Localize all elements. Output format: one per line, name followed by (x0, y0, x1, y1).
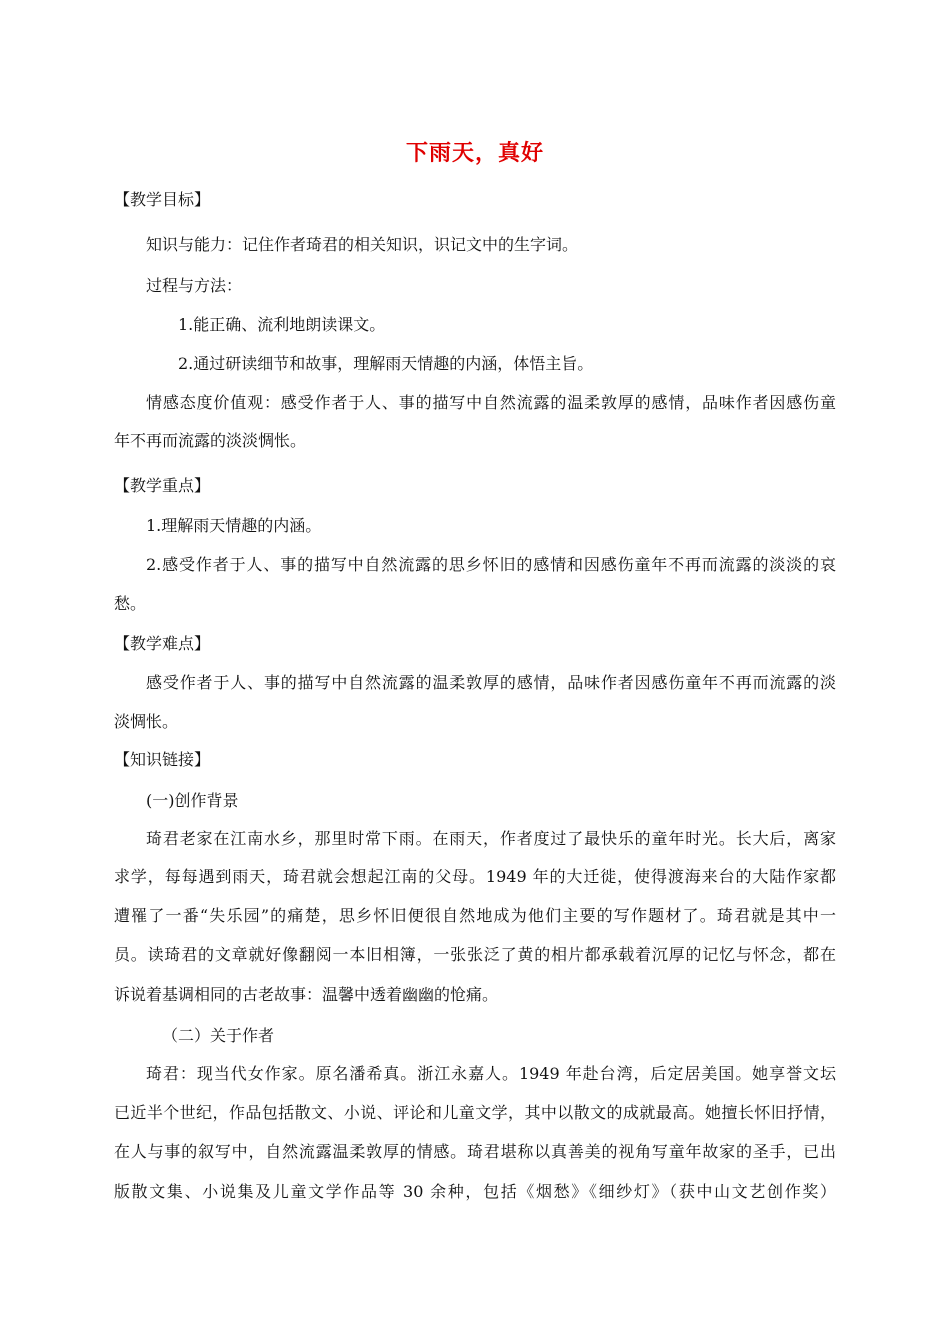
key-point-item-cont: 愁。 (114, 594, 147, 613)
difficulty-line: 感受作者于人、事的描写中自然流露的温柔敦厚的感情，品味作者因感伤童年不再而流露的淡 (146, 673, 836, 692)
key-point-item: 1.理解雨天情趣的内涵。 (146, 516, 322, 535)
objectives-heading: 【教学目标】 (114, 190, 211, 209)
key-point-item: 2.感受作者于人、事的描写中自然流露的思乡怀旧的感情和因感伤童年不再而流露的淡淡的哀 (146, 555, 836, 574)
background-line: 求学，每每遇到雨天，琦君就会想起江南的父母。1949 年的大迁徙，使得渡海来台的大陆作家都 (114, 867, 836, 886)
background-title: (一)创作背景 (146, 791, 239, 810)
background-line: 诉说着基调相同的古老故事：温馨中透着幽幽的怆痛。 (114, 985, 499, 1004)
objective-emotion-line: 年不再而流露的淡淡惆怅。 (114, 431, 307, 450)
links-heading: 【知识链接】 (114, 750, 211, 769)
difficulties-heading: 【教学难点】 (114, 634, 211, 653)
background-line: 琦君老家在江南水乡，那里时常下雨。在雨天，作者度过了最快乐的童年时光。长大后，离家 (146, 829, 836, 848)
key-points-heading: 【教学重点】 (114, 476, 211, 495)
objective-knowledge: 知识与能力：记住作者琦君的相关知识，识记文中的生字词。 (146, 235, 579, 254)
author-line: 已近半个世纪，作品包括散文、小说、评论和儿童文学，其中以散文的成就最高。她擅长怀旧抒情， (114, 1103, 836, 1122)
objective-process-label: 过程与方法： (146, 276, 243, 295)
author-line: 在人与事的叙写中，自然流露温柔敦厚的情感。琦君堪称以真善美的视角写童年故家的圣手，已出 (114, 1142, 836, 1161)
document-title: 下雨天，真好 (405, 141, 544, 166)
author-line: 版散文集、小说集及儿童文学作品等 30 余种，包括《烟愁》《细纱灯》（获中山文艺创作奖） (114, 1182, 836, 1201)
process-item: 1.能正确、流利地朗读课文。 (178, 315, 386, 334)
process-item: 2.通过研读细节和故事，理解雨天情趣的内涵，体悟主旨。 (178, 354, 594, 373)
background-line: 员。读琦君的文章就好像翻阅一本旧相簿，一张张泛了黄的相片都承载着沉厚的记忆与怀念，都在 (114, 945, 836, 964)
author-title: （二）关于作者 (162, 1026, 275, 1045)
background-line: 遭罹了一番“失乐园”的痛楚，思乡怀旧便很自然地成为他们主要的写作题材了。琦君就是其中一 (114, 906, 836, 925)
objective-emotion-line: 情感态度价值观：感受作者于人、事的描写中自然流露的温柔敦厚的感情，品味作者因感伤童 (146, 393, 836, 412)
difficulty-line: 淡惆怅。 (114, 712, 179, 731)
author-line: 琦君：现当代女作家。原名潘希真。浙江永嘉人。1949 年赴台湾，后定居美国。她享誉文坛 (146, 1064, 836, 1083)
